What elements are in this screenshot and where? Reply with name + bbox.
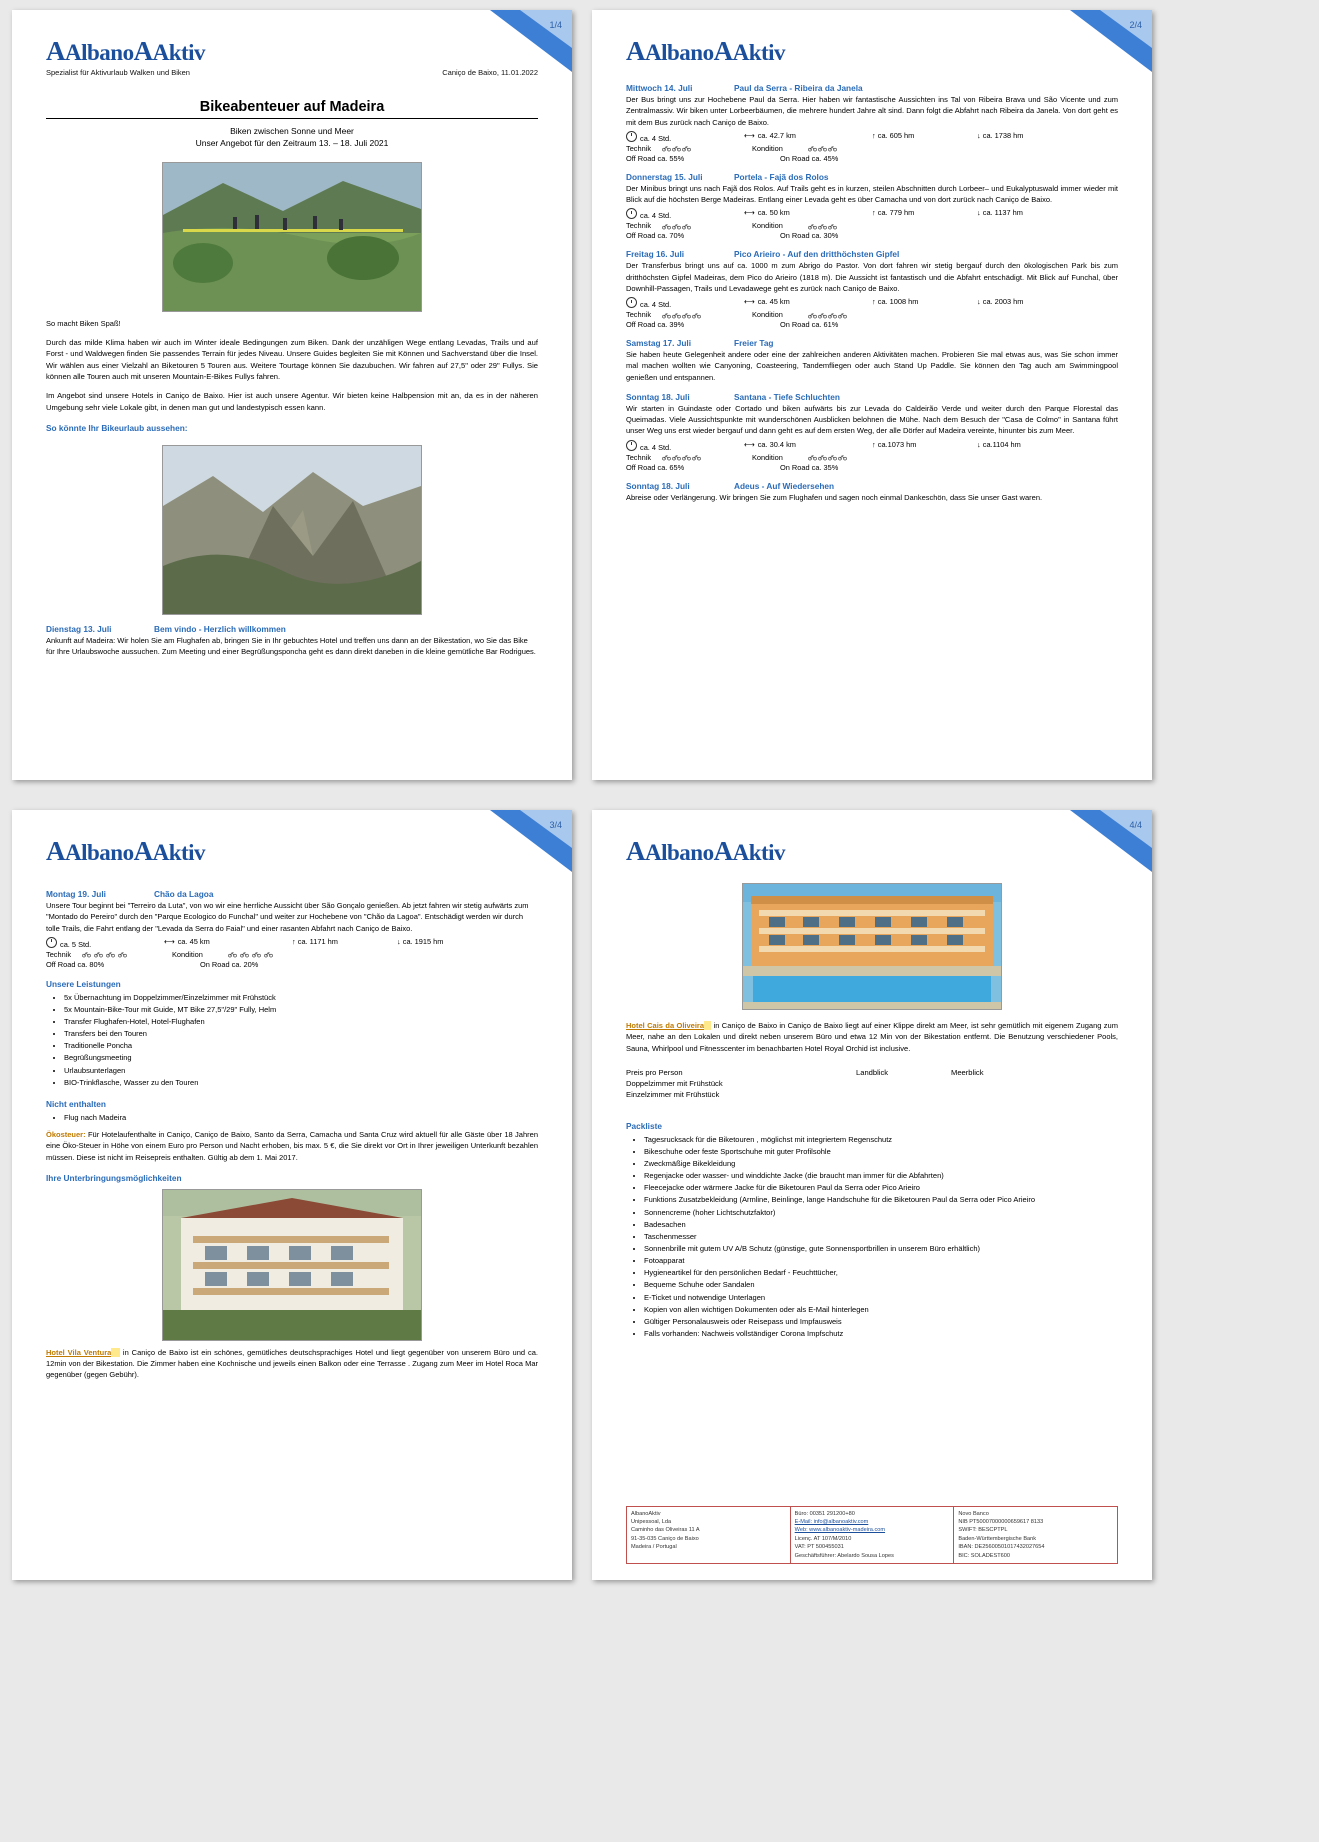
day-entry-heading <box>626 338 1118 348</box>
day-date: Montag 19. Juli <box>46 889 106 899</box>
price-col-meerblick: Meerblick <box>951 1067 984 1077</box>
list-item: • BIO-Trinkflasche, Wasser zu den Touren <box>64 1077 538 1089</box>
section-heading-leistungen: Unsere Leistungen <box>46 978 121 989</box>
list-item: • Falls vorhanden: Nachweis vollständiger Corona Impfschutz <box>644 1328 1118 1340</box>
footer-line: Novo Banco <box>958 1510 989 1517</box>
onroad-value: On Road ca. 61% <box>780 320 839 329</box>
technik-bikes <box>662 310 752 319</box>
day-date: Mittwoch 14. Juli <box>626 83 693 93</box>
list-item: • Zweckmäßige Bikekleidung <box>644 1158 1118 1170</box>
price-col-landblick: Landblick <box>856 1067 889 1077</box>
list-item: • Fotoapparat <box>644 1255 1118 1267</box>
hotel-description <box>46 1347 538 1381</box>
price-table-header <box>626 1068 1118 1077</box>
list-item: • Hygieneartikel für den persönlichen Bedarf - Feuchttücher, <box>644 1267 1118 1279</box>
logo: AAlbanoAAktiv <box>626 836 786 866</box>
page-2 <box>592 10 1152 780</box>
list-item: • Flug nach Madeira <box>64 1112 538 1124</box>
nicht-enthalten-list <box>46 1112 538 1124</box>
list-item: • Fleecejacke oder wärmere Jacke für die Biketouren Paul da Serra oder Pico Arieiro <box>644 1182 1118 1194</box>
footer-contact-column <box>791 1507 955 1563</box>
price-row-label: Einzelzimmer mit Frühstück <box>626 1089 720 1099</box>
section-heading-plan: So könnte Ihr Bikeurlaub aussehen: <box>46 423 188 434</box>
day-title: Bem vindo - Herzlich willkommen <box>154 624 286 635</box>
photo-bikers-forest <box>162 162 422 312</box>
page-title: Bikeabenteuer auf Madeira <box>199 99 385 115</box>
tour-stats: ca. 4 Std. ⟷ ca. 30.4 km ↑ ca.1073 hm ↓ ca.1104 hm <box>626 440 1118 452</box>
footer-line: Unipessoal, Lda <box>631 1519 672 1526</box>
day-title: Chão da Lagoa <box>154 889 214 899</box>
list-item: • Regenjacke oder wasser- und winddichte Jacke (die braucht man immer für die Abfahrten) <box>644 1170 1118 1182</box>
onroad-value: On Road ca. 20% <box>200 959 259 969</box>
day-date: Sonntag 18. Juli <box>626 391 690 402</box>
footer-line: Madeira / Portugal <box>631 1544 677 1551</box>
technik-bikes <box>662 221 752 230</box>
stat-ascent: ↑ ca. 1008 hm <box>872 297 919 306</box>
stat-descent: ↓ ca. 1915 hm <box>397 936 444 946</box>
onroad-value: On Road ca. 30% <box>780 231 839 241</box>
list-item: • Bikeschuhe oder feste Sportschuhe mit guter Profilsohle <box>644 1146 1118 1158</box>
stat-ascent: ↑ ca. 779 hm <box>872 208 915 218</box>
oekosteuer-text: Für Hotelaufenthalte in Caniço, Caniço de Baixo, Santo da Serra, Camacha und Santa Cruz wird aktuell für alle Gäste über 18 Jahren eine Öko-Steuer in Höhe von einem Euro pro Person und Nacht erhoben, bis max. 5 €, die Sie direkt vor Ort in Ihrer jeweiligen Unterkunft bezahlen müssen. Diese ist nicht im Reisepreis enthalten. Gültig ab dem 1. Mai 2017. <box>46 1130 538 1162</box>
footer-contact-table <box>626 1506 1118 1564</box>
technik-label: Technik <box>626 143 652 153</box>
list-item: • Urlaubsunterlagen <box>64 1065 538 1077</box>
stat-time: ca. 4 Std. <box>640 442 672 452</box>
day-title: Portela - Fajã dos Rolos <box>734 171 829 182</box>
day-title: Paul da Serra - Ribeira da Janela <box>734 83 863 93</box>
tour-stats: ca. 4 Std. ⟷ ca. 45 km ↑ ca. 1008 hm ↓ ca. 2003 hm <box>626 297 1118 309</box>
day-description: Unsere Tour beginnt bei "Terreiro da Luta", von wo wir eine herrliche Aussicht über São Gonçalo genießen. Ab jetzt fahren wir stetig aufwärts zum "Montado do Pereiro" durch den "Parque Ecologico do Funchal" und weiter zur Hochebene von "Chão da Lagoa". Entschädigt werden wir durch tolle Trails, die Fahrt entlang der "Levada da Serra do Faial" und einer rasanten Abfahrt nach Caniço de Baixo. <box>46 901 529 933</box>
kondition-bikes <box>808 221 838 230</box>
list-item: • Transfers bei den Touren <box>64 1028 538 1040</box>
intro-paragraph-2: Im Angebot sind unsere Hotels in Caniço de Baixo. Hier ist auch unsere Agentur. Wir bieten keine Halbpension mit an, da es in der näheren Umgebung sehr viele Lokale gibt, in denen man gut und landestypisch essen kann. <box>46 391 538 412</box>
list-item: • Sonnenbrille mit gutem UV A/B Schutz (günstige, gute Sonnensportbrillen in unserem Büro erhältlich) <box>644 1243 1118 1255</box>
offroad-value: Off Road ca. 70% <box>626 231 685 241</box>
stat-time: ca. 4 Std. <box>640 211 672 221</box>
day-date: Dienstag 13. Juli <box>46 624 112 635</box>
offroad-value: Off Road ca. 39% <box>626 320 685 329</box>
day-date: Donnerstag 15. Juli <box>626 171 703 182</box>
oekosteuer-label: Ökosteuer: <box>46 1130 86 1140</box>
stat-time: ca. 4 Std. <box>640 133 672 143</box>
footer-line: Geschäftsführer: Abelardo Sousa Lopes <box>794 1552 894 1559</box>
page-1 <box>12 10 572 780</box>
logo-tagline: Spezialist für Aktivurlaub Walken und Biken <box>46 68 190 77</box>
day-title: Adeus - Auf Wiedersehen <box>734 480 835 491</box>
list-item: • Tagesrucksack für die Biketouren , möglichst mit integriertem Regenschutz <box>644 1134 1118 1146</box>
price-col-label: Preis pro Person <box>626 1067 683 1077</box>
stat-descent: ↓ ca.1104 hm <box>977 439 1021 449</box>
document-place-date: Caniço de Baixo, 11.01.2022 <box>442 68 538 77</box>
day-description: Sie haben heute Gelegenheit andere oder eine der zahlreichen anderen Aktivitäten machen. Probieren Sie mal etwas aus, was Sie schon immer mal machen wollten wie Canyoning, Coasteering, Tandemfliegen oder auch Stand Up Paddle. Sie können den Tag auch am Swimmingpool genießen und entspannen. <box>626 350 1118 382</box>
stat-ascent: ↑ ca.1073 hm <box>872 439 917 449</box>
footer-line: Licenç. AT 107/M/2010 <box>794 1535 852 1542</box>
stat-distance: ca. 50 km <box>757 208 790 218</box>
list-item: • Bequeme Schuhe oder Sandalen <box>644 1279 1118 1291</box>
day-entry-heading <box>626 481 1118 491</box>
day-date: Freitag 16. Juli <box>626 249 685 260</box>
page-number: 3/4 <box>549 820 562 830</box>
list-item: • 5x Übernachtung im Doppelzimmer/Einzelzimmer mit Frühstück <box>64 992 538 1004</box>
kondition-label: Kondition <box>752 452 783 462</box>
subtitle-1: Biken zwischen Sonne und Meer <box>230 126 354 136</box>
day-date: Sonntag 18. Juli <box>626 480 690 491</box>
hotel-text: in Caniço de Baixo ist ein schönes, gemütliches deutschsprachiges Hotel und liegt gegenüber von unserem Büro und ca. 12min von der Bikestation. Die Zimmer haben eine Kochnische und jeweils einen Balkon oder eine Terrasse . Zugang zum Meer im Hotel Roca Mar gegenüber (gegen Gebühr). <box>46 1347 538 1380</box>
list-item: • Transfer Flughafen-Hotel, Hotel-Flughafen <box>64 1016 538 1028</box>
tour-road-split <box>46 960 538 969</box>
photo-hotel-cais-da-oliveira <box>742 883 1002 1010</box>
page-4 <box>592 810 1152 1580</box>
footer-line: Baden-Württembergische Bank <box>958 1535 1037 1542</box>
technik-label: Technik <box>626 221 652 231</box>
list-item: • Funktions Zusatzbekleidung (Armline, Beinlinge, lange Handschuhe für die Biketouren Paul da Serra oder Pico Arieiro <box>644 1194 1118 1206</box>
kondition-bikes <box>808 144 838 153</box>
footer-line: Büro: 00351 291200+80 <box>794 1510 855 1517</box>
day-date: Samstag 17. Juli <box>626 338 692 348</box>
price-row-label: Doppelzimmer mit Frühstück <box>626 1078 723 1088</box>
day-title: Freier Tag <box>734 338 774 348</box>
day-entry-heading <box>626 172 1118 182</box>
tour-rating <box>626 310 1118 319</box>
clock-icon <box>626 440 637 451</box>
clock-icon <box>626 208 637 219</box>
kondition-bikes <box>808 453 848 462</box>
footer-line: AlbanoAktiv <box>631 1510 661 1517</box>
hotel-name[interactable]: Hotel Cais da Oliveira <box>626 1021 705 1030</box>
page-number: 4/4 <box>1129 820 1142 830</box>
footer-line: 91-35-035 Caniço de Baixo <box>631 1535 699 1542</box>
technik-label: Technik <box>46 949 72 959</box>
tour-stats: ca. 5 Std. ⟷ ca. 45 km ↑ ca. 1171 hm ↓ ca. 1915 hm <box>46 937 538 949</box>
kondition-label: Kondition <box>752 143 783 153</box>
day-description: Der Minibus bringt uns nach Fajã dos Rolos. Auf Trails geht es in kurzen, steilen Abschnitten durch Lorbeer– und Eukalyptuswald immer wieder mit Blick auf die höchsten Berge Madeiras. Entlang einer Levada geht es über Camacha und von dort zurück nach Caniço de Baixo. <box>626 183 1118 204</box>
list-item: • Badesachen <box>644 1219 1118 1231</box>
leistungen-list <box>46 992 538 1089</box>
stat-time: ca. 5 Std. <box>60 939 92 949</box>
tour-road-split <box>626 320 1118 329</box>
list-item: • Gültiger Personalausweis oder Reisepass und Impfausweis <box>644 1316 1118 1328</box>
section-heading-nicht-enthalten: Nicht enthalten <box>46 1098 106 1109</box>
list-item: • 5x Mountain-Bike-Tour mit Guide, MT Bike 27,5"/29" Fully, Helm <box>64 1004 538 1016</box>
offroad-value: Off Road ca. 65% <box>626 462 685 472</box>
tour-rating <box>626 144 1118 153</box>
logo: AAlbanoAAktiv <box>46 836 206 866</box>
kondition-label: Kondition <box>752 310 783 319</box>
day-entry-heading <box>626 83 1118 93</box>
photo-hotel-vila-ventura <box>162 1189 422 1341</box>
offroad-value: Off Road ca. 80% <box>46 959 105 969</box>
stat-descent: ↓ ca. 1137 hm <box>977 208 1023 218</box>
page-number: 2/4 <box>1129 20 1142 30</box>
list-item: • E-Ticket und notwendige Unterlagen <box>644 1292 1118 1304</box>
price-row <box>626 1090 1118 1099</box>
footer-line[interactable]: Web: www.albanoaktiv-madeira.com <box>794 1527 886 1534</box>
technik-bikes <box>662 144 752 153</box>
day-entry-heading <box>626 392 1118 402</box>
day-entry-heading <box>46 889 538 899</box>
tour-stats: ca. 4 Std. ⟷ ca. 42.7 km ↑ ca. 605 hm ↓ ca. 1738 hm <box>626 131 1118 143</box>
tour-rating <box>626 221 1118 230</box>
kondition-label: Kondition <box>752 221 783 231</box>
kondition-bikes <box>808 310 848 319</box>
stat-distance: ca. 45 km <box>757 297 790 306</box>
clock-icon <box>626 297 637 308</box>
stat-distance: ca. 30.4 km <box>757 439 796 449</box>
clock-icon <box>46 937 57 948</box>
photo-mountain-ridge <box>162 445 422 615</box>
stat-descent: ↓ ca. 1738 hm <box>977 130 1024 140</box>
stat-ascent: ↑ ca. 1171 hm <box>292 936 338 946</box>
stat-ascent: ↑ ca. 605 hm <box>872 130 915 140</box>
list-item: • Traditionelle Poncha <box>64 1040 538 1052</box>
oekosteuer-paragraph <box>46 1129 538 1163</box>
hotel-description <box>626 1020 1118 1054</box>
stat-time: ca. 4 Std. <box>640 300 672 309</box>
footer-line: NIB PT50007000000659617 8133 <box>958 1519 1044 1526</box>
stat-distance: ca. 42.7 km <box>757 130 796 140</box>
page-3 <box>12 810 572 1580</box>
page-number: 1/4 <box>549 20 562 30</box>
day-entry-heading <box>46 624 538 634</box>
technik-label: Technik <box>626 452 652 462</box>
offroad-value: Off Road ca. 55% <box>626 153 685 163</box>
stat-descent: ↓ ca. 2003 hm <box>977 297 1024 306</box>
day-description: Ankunft auf Madeira: Wir holen Sie am Flughafen ab, bringen Sie in Ihr gebuchtes Hotel und treffen uns dann an der Bikestation, wo Sie das Bike für Ihre Urlaubswoche aussuchen. Zum Meeting und einer Begrüßungsponcha geht es dann direkt daneben in die kleine gemütliche Bar Rodrigues. <box>46 636 536 657</box>
tour-rating <box>46 950 538 959</box>
intro-paragraph-1: Durch das milde Klima haben wir auch im Winter ideale Bedingungen zum Biken. Dank der unzähligen Wege entlang Levadas, Trails und auf Forst - und Waldwegen finden Sie passendes Terrain für jedes Niveau. Unsere Guides begleiten Sie mit Können und Sachverstand über die Insel. Wir wählen aus einer Vielzahl an Biketouren 5 Touren aus. Weitere Tourtage können Sie dazubuchen. Wir fahren auf 27,5" oder 29" Fullys. Sie können alle Touren auch mit unseren Mountain-E-Bikes Fullys fahren. <box>46 337 538 382</box>
section-heading-unterbringung: Ihre Unterbringungsmöglichkeiten <box>46 1172 182 1183</box>
day-description: Abreise oder Verlängerung. Wir bringen Sie zum Flughafen und sagen noch einmal Dankeschön, dass Sie unser Gast waren. <box>626 492 1043 502</box>
hotel-text: in Caniço de Baixo in Caniço de Baixo liegt auf einer Klippe direkt am Meer, ist sehr gemütlich mit eigenem Zugang zum Meer, nahe an den Lokalen und direkt neben unserem Büro und etwa 12 Min von der Bikestation entfernt. Die Benutzung verschiedener Pools, Sauna, Whirlpool und Fitnesscenter im benachbarten Hotel Royal Orchid ist inclusive. <box>626 1021 1118 1053</box>
logo: AAlbanoAAktiv <box>626 36 786 66</box>
packliste-list <box>626 1134 1118 1340</box>
day-title: Pico Arieiro - Auf den dritthöchsten Gipfel <box>734 249 900 260</box>
list-item: • Begrüßungsmeeting <box>64 1052 538 1064</box>
day-entry-heading <box>626 249 1118 259</box>
section-heading-packliste: Packliste <box>626 1120 662 1131</box>
tour-road-split <box>626 463 1118 472</box>
footer-line: SWIFT: BESCPTPL <box>958 1527 1008 1534</box>
day-description: Der Transferbus bringt uns auf ca. 1000 m zum Abrigo do Pastor. Von dort fahren wir stetig bergauf durch den ökologischen Park bis zum dritthöchsten Gipfel Madeiras, dem Pico do Arieiro (1818 m). Die Aussicht ist fantastisch und die Abfahrt entschädigt. Mit Blick auf Funchal, über Downhill-Passagen, Trails und Levadawege geht es zurück nach Caniço de Baixo. <box>626 261 1118 293</box>
tour-road-split <box>626 154 1118 163</box>
footer-bank-column <box>954 1507 1117 1563</box>
day-title: Santana - Tiefe Schluchten <box>734 391 840 402</box>
price-row <box>626 1079 1118 1088</box>
kondition-label: Kondition <box>172 949 203 959</box>
subtitle-2: Unser Angebot für den Zeitraum 13. – 18. Juli 2021 <box>195 138 389 149</box>
day-description: Der Bus bringt uns zur Hochebene Paul da Serra. Hier haben wir fantastische Aussichten ins Tal von Ribeira Brava und São Vicente und zum Zentralmassiv. Wir biken unter Lorbeerbäumen, die mehrere hundert Jahre alt sind. Dann folgt die Abfahrt nach Ribeira da Janela. Von dort geht es mit dem Bus zurück nach Caniço de Baixo. <box>626 95 1118 127</box>
footer-line[interactable]: E-Mail: info@albanoaktiv.com <box>794 1519 869 1526</box>
technik-bikes <box>82 950 172 959</box>
tour-stats: ca. 4 Std. ⟷ ca. 50 km ↑ ca. 779 hm ↓ ca. 1137 hm <box>626 208 1118 220</box>
footer-company-column <box>627 1507 791 1563</box>
list-item: • Kopien von allen wichtigen Dokumenten oder als E-Mail hinterlegen <box>644 1304 1118 1316</box>
tour-road-split <box>626 231 1118 240</box>
list-item: • Sonnencreme (hoher Lichtschutzfaktor) <box>644 1207 1118 1219</box>
footer-line: IBAN: DE25600501017432027654 <box>958 1544 1045 1551</box>
hotel-name[interactable]: Hotel Vila Ventura <box>46 1347 112 1357</box>
footer-line: Caminho das Oliveiras 11 A <box>631 1527 700 1534</box>
logo: AAlbanoAAktiv <box>46 36 206 66</box>
kondition-bikes <box>228 950 274 959</box>
onroad-value: On Road ca. 35% <box>780 462 839 472</box>
clock-icon <box>626 131 637 142</box>
footer-line: BIC: SOLADEST600 <box>958 1552 1010 1559</box>
stat-distance: ca. 45 km <box>177 936 210 946</box>
photo-caption-1: So macht Biken Spaß! <box>46 318 121 328</box>
day-description: Wir starten in Guindaste oder Cortado und biken aufwärts bis zur Levada do Caldeirão Verde und weiter durch den Parque Florestal das Queimadas. Viele Aussichtspunkte mit wunderschönen Ausblicken belohnen die Mühe. Nach dem Besuch der "Casa de Colmo" in Santana führt unser Weg uns erst wieder bergauf und dann geht es auf dem ersten Weg, der alle Dörfer auf Madeira vereinte, hinunter bis zum Meer. <box>626 403 1118 436</box>
technik-bikes <box>662 453 752 462</box>
tour-rating <box>626 453 1118 462</box>
footer-line: VAT: PT 500455031 <box>794 1544 844 1551</box>
title-divider <box>46 118 538 119</box>
onroad-value: On Road ca. 45% <box>780 153 839 163</box>
technik-label: Technik <box>626 310 652 319</box>
list-item: • Taschenmesser <box>644 1231 1118 1243</box>
